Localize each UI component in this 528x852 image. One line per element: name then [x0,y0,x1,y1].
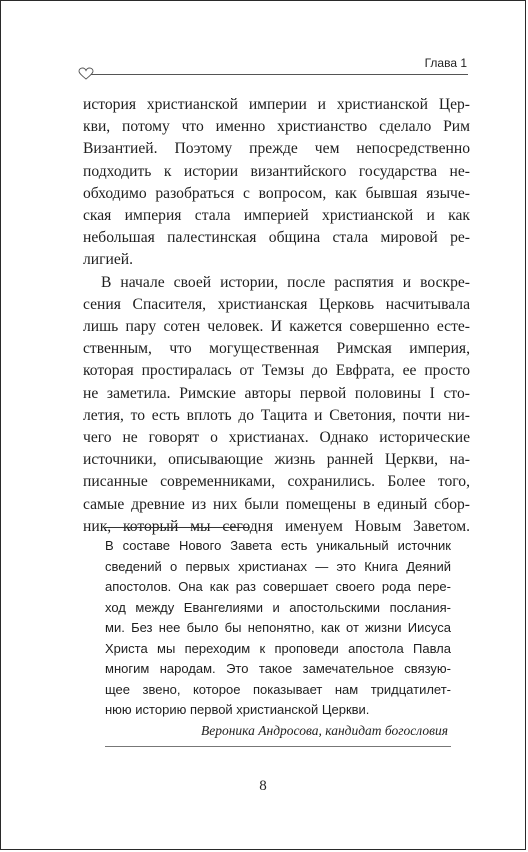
text-line: обходимо разобраться с вопросом, как бывшая языче- [83,184,470,202]
text-line: подходить к истории византийского государства не- [83,162,470,180]
main-text [83,94,470,538]
text-line: небольшая палестинская община стала мировой ре- [83,229,470,247]
note-line: многим народам. Это такое замечательное связую- [105,661,451,676]
note-line: сведений о первых христианах — это Книга Деяний [105,558,451,574]
note-line: апостолов. Она как раз совершает своего рода пере- [105,579,451,594]
text-line: которая простиралась от Темзы до Евфрата, ее просто [83,362,470,380]
page-number: 8 [259,778,267,794]
text-line: ник, который мы сегодня именуем Новым Заветом. [83,517,470,535]
note-line: нюю историю первой христианской Церкви. [105,702,370,717]
note-line: Христа мы переходим к проповеди апостола Павла [105,640,451,656]
quote-attribution: Вероника Андросова, кандидат богословия [200,723,448,738]
chapter-header: Глава 1 [424,56,467,70]
text-line: писанные современниками, сохранились. Более того, [83,473,470,491]
note-line: щее звено, которое показывает нам тридцатилет- [105,681,451,697]
text-line: сения Спасителя, христианская Церковь насчитывала [83,295,470,313]
attribution-rule [105,746,451,747]
quote-note [105,536,451,721]
text-line: ственным, что могущественная Римская империя, [83,340,470,358]
text-line: история христианской империи и христианской Цер- [83,96,470,113]
note-line: В составе Нового Завета есть уникальный источник [105,538,451,553]
text-line: самые древние из них были помещены в единый сбор- [83,495,470,513]
text-line: В начале своей истории, после распятия и воскре- [101,273,470,291]
text-line: не заметила. Римские авторы первой половины I сто- [83,384,470,402]
text-line: чего не говорят о христианах. Однако исторические [83,429,470,447]
text-line: кви, потому что именно христианство сделало Рим [83,118,470,136]
text-line: ская империя стала империей христианской и как [83,207,470,225]
note-line: ми. Без нее было бы непонятно, как от жизни Иисуса [105,620,451,635]
note-line: ход между Евангелиями и апостольскими послания- [105,599,451,615]
text-line: лишь пару сотен человек. И кажется совершенно есте- [83,318,470,336]
text-line: летия, то есть вплоть до Тацита и Светония, почти ни- [83,406,470,424]
text-line: источники, описывающие жизнь ранней Церкви, на- [83,451,470,469]
text-line: лигией. [83,251,134,269]
header-rule [91,74,468,75]
note-rule [105,527,250,528]
text-line: Византией. Поэтому прежде чем непосредственно [83,140,470,158]
